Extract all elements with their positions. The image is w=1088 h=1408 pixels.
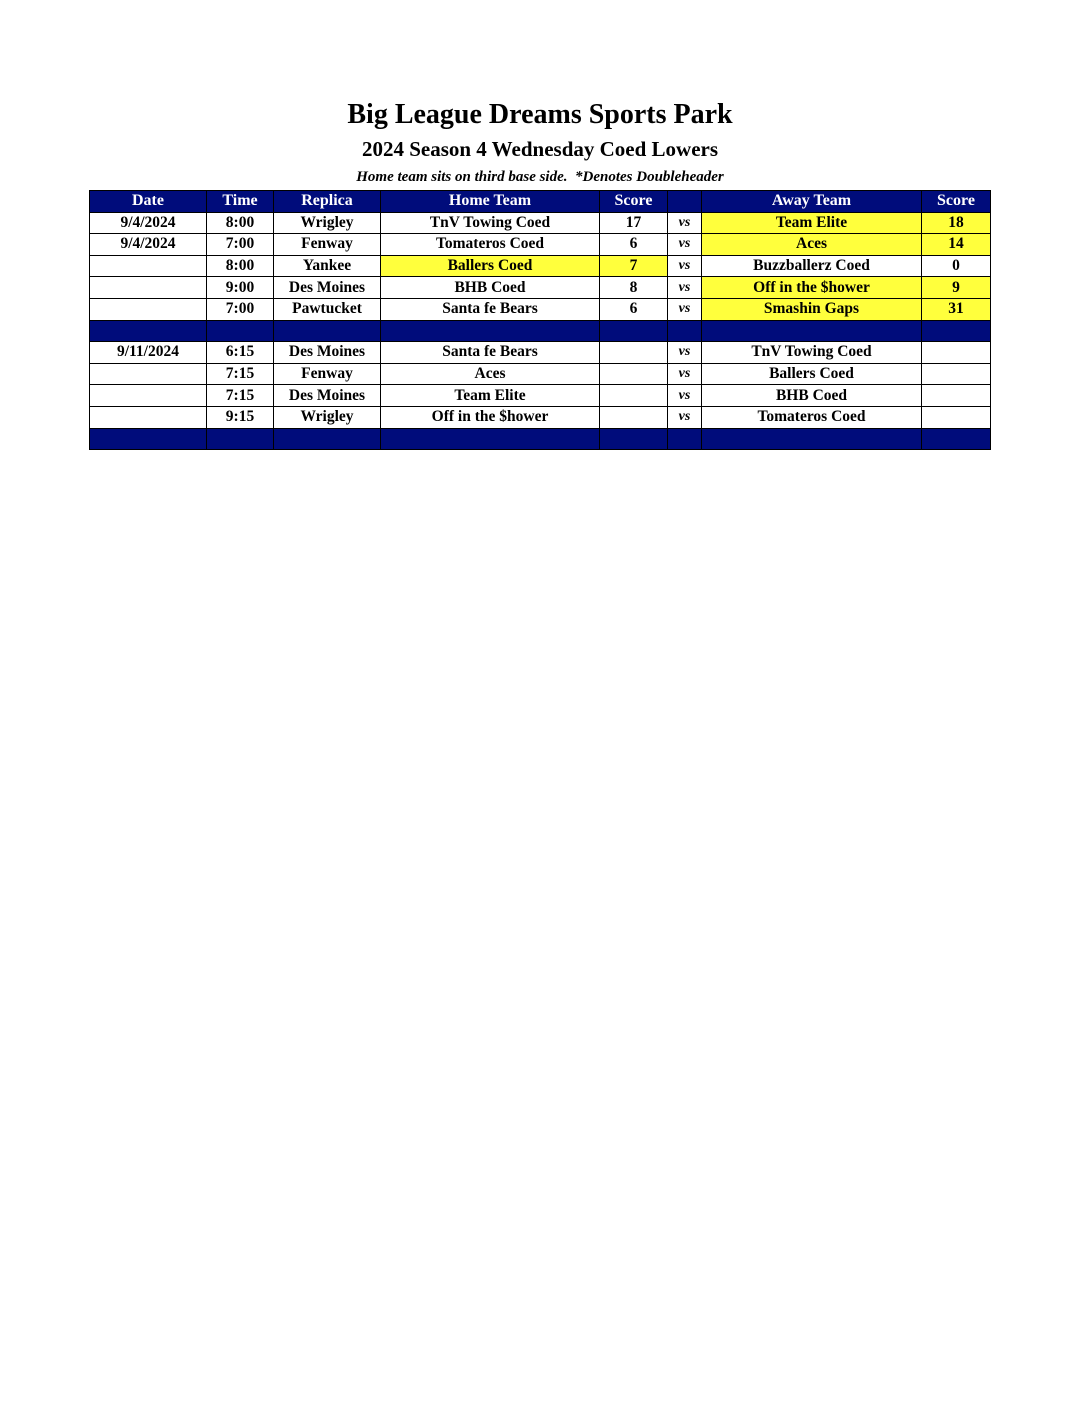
table-row (90, 342, 991, 364)
separator-cell (702, 428, 922, 450)
home-score-cell: 8 (600, 277, 668, 299)
date-cell (90, 255, 207, 277)
table-row (90, 212, 991, 234)
vs-cell: vs (668, 298, 702, 320)
away-team-cell: Aces (702, 234, 922, 256)
date-cell (90, 277, 207, 299)
replica-cell: Des Moines (274, 385, 381, 407)
column-header-vs (668, 191, 702, 213)
away-score-cell: 9 (922, 277, 991, 299)
table-header-row (90, 191, 991, 213)
replica-cell: Des Moines (274, 277, 381, 299)
away-score-cell (922, 385, 991, 407)
week-separator-row (90, 320, 991, 342)
vs-cell: vs (668, 277, 702, 299)
separator-cell (668, 320, 702, 342)
replica-cell: Fenway (274, 234, 381, 256)
time-cell: 7:15 (207, 363, 274, 385)
separator-cell (922, 320, 991, 342)
vs-cell: vs (668, 212, 702, 234)
time-cell: 6:15 (207, 342, 274, 364)
vs-cell: vs (668, 385, 702, 407)
separator-cell (207, 320, 274, 342)
column-header-replica: Replica (274, 191, 381, 213)
table-row (90, 363, 991, 385)
time-cell: 9:15 (207, 406, 274, 428)
table-row (90, 277, 991, 299)
away-score-cell (922, 363, 991, 385)
schedule-table (89, 190, 991, 450)
table-row (90, 255, 991, 277)
date-cell: 9/4/2024 (90, 234, 207, 256)
separator-cell (207, 428, 274, 450)
away-score-cell: 0 (922, 255, 991, 277)
separator-cell (702, 320, 922, 342)
date-cell (90, 298, 207, 320)
separator-cell (600, 428, 668, 450)
date-cell (90, 363, 207, 385)
column-header-date: Date (90, 191, 207, 213)
separator-cell (668, 428, 702, 450)
column-header-home-score: Score (600, 191, 668, 213)
vs-cell: vs (668, 234, 702, 256)
vs-cell: vs (668, 342, 702, 364)
away-score-cell: 14 (922, 234, 991, 256)
separator-cell (90, 320, 207, 342)
away-team-cell: Team Elite (702, 212, 922, 234)
home-score-cell (600, 363, 668, 385)
home-team-cell: BHB Coed (381, 277, 600, 299)
separator-cell (90, 428, 207, 450)
separator-cell (381, 320, 600, 342)
date-cell: 9/4/2024 (90, 212, 207, 234)
replica-cell: Fenway (274, 363, 381, 385)
home-score-cell (600, 406, 668, 428)
page-subtitle: 2024 Season 4 Wednesday Coed Lowers (361, 137, 719, 161)
time-cell: 7:15 (207, 385, 274, 407)
home-team-cell: Tomateros Coed (381, 234, 600, 256)
column-header-home-team: Home Team (381, 191, 600, 213)
away-score-cell (922, 406, 991, 428)
home-score-cell (600, 385, 668, 407)
away-team-cell: Off in the $hower (702, 277, 922, 299)
home-team-cell: Santa fe Bears (381, 298, 600, 320)
home-team-cell: TnV Towing Coed (381, 212, 600, 234)
home-team-cell: Off in the $hower (381, 406, 600, 428)
separator-cell (274, 320, 381, 342)
replica-cell: Pawtucket (274, 298, 381, 320)
replica-cell: Wrigley (274, 406, 381, 428)
time-cell: 7:00 (207, 234, 274, 256)
home-score-cell: 6 (600, 234, 668, 256)
date-cell: 9/11/2024 (90, 342, 207, 364)
away-team-cell: Ballers Coed (702, 363, 922, 385)
away-score-cell: 31 (922, 298, 991, 320)
vs-cell: vs (668, 363, 702, 385)
column-header-away-score: Score (922, 191, 991, 213)
away-team-cell: TnV Towing Coed (702, 342, 922, 364)
time-cell: 7:00 (207, 298, 274, 320)
home-score-cell (600, 342, 668, 364)
column-header-away-team: Away Team (702, 191, 922, 213)
replica-cell: Des Moines (274, 342, 381, 364)
home-team-cell: Santa fe Bears (381, 342, 600, 364)
away-team-cell: Smashin Gaps (702, 298, 922, 320)
table-row (90, 298, 991, 320)
away-score-cell: 18 (922, 212, 991, 234)
away-team-cell: Tomateros Coed (702, 406, 922, 428)
away-score-cell (922, 342, 991, 364)
week-separator-row (90, 428, 991, 450)
vs-cell: vs (668, 255, 702, 277)
time-cell: 8:00 (207, 212, 274, 234)
home-score-cell: 17 (600, 212, 668, 234)
table-row (90, 234, 991, 256)
date-cell (90, 385, 207, 407)
time-cell: 8:00 (207, 255, 274, 277)
home-score-cell: 6 (600, 298, 668, 320)
schedule-body (90, 212, 991, 450)
page-title: Big League Dreams Sports Park (347, 99, 733, 130)
replica-cell: Yankee (274, 255, 381, 277)
away-team-cell: BHB Coed (702, 385, 922, 407)
separator-cell (600, 320, 668, 342)
table-row (90, 406, 991, 428)
table-row (90, 385, 991, 407)
home-score-cell: 7 (600, 255, 668, 277)
vs-cell: vs (668, 406, 702, 428)
schedule-note: Home team sits on third base side. *Denotes Doubleheader (356, 169, 724, 185)
time-cell: 9:00 (207, 277, 274, 299)
separator-cell (922, 428, 991, 450)
separator-cell (381, 428, 600, 450)
column-header-time: Time (207, 191, 274, 213)
replica-cell: Wrigley (274, 212, 381, 234)
home-team-cell: Aces (381, 363, 600, 385)
date-cell (90, 406, 207, 428)
home-team-cell: Team Elite (381, 385, 600, 407)
away-team-cell: Buzzballerz Coed (702, 255, 922, 277)
home-team-cell: Ballers Coed (381, 255, 600, 277)
separator-cell (274, 428, 381, 450)
